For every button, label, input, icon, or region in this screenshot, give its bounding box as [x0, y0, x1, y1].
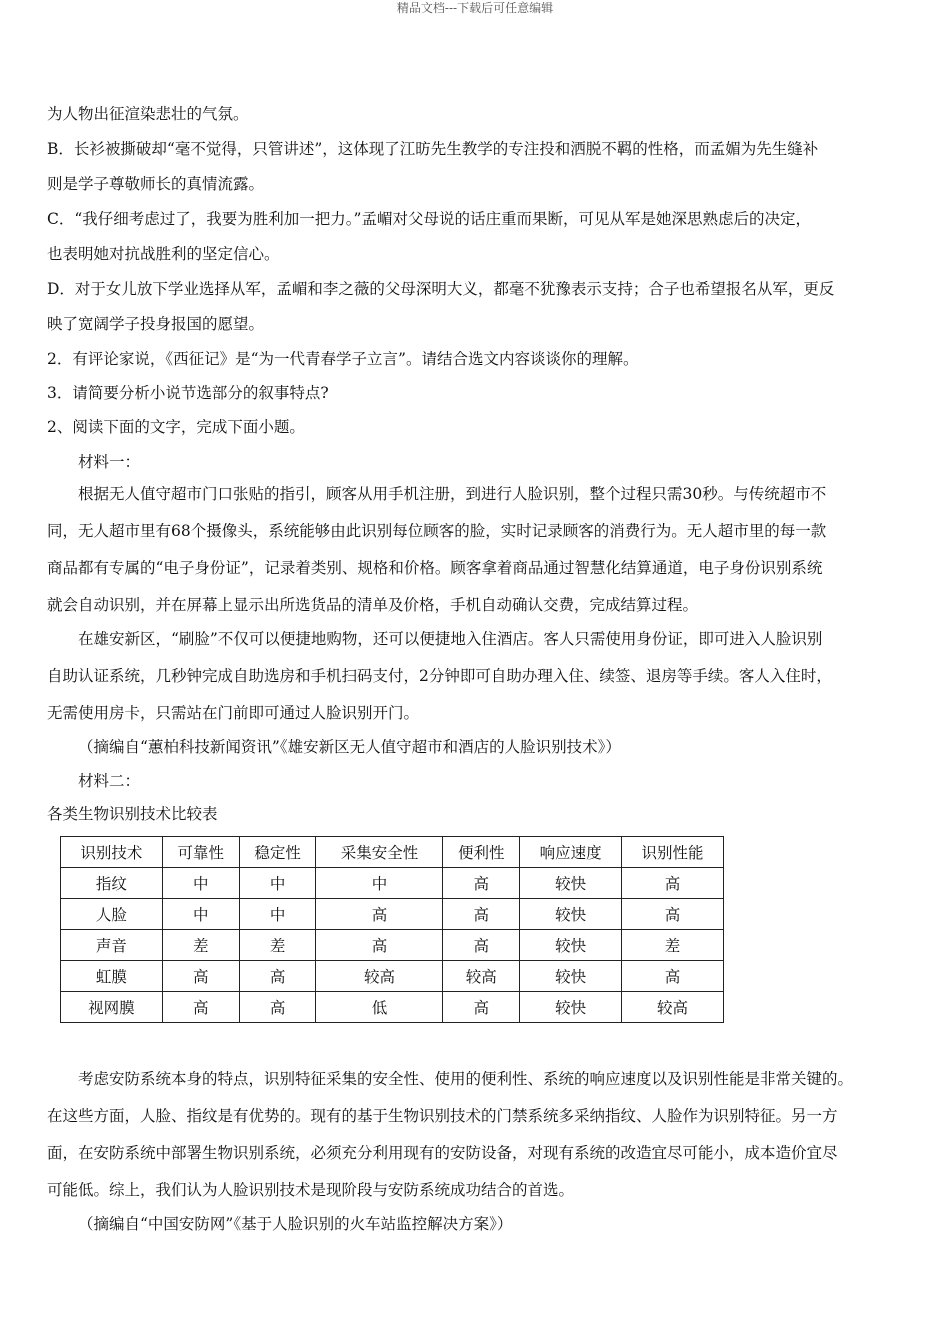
- table-cell: 较快: [520, 961, 622, 992]
- table-header-cell: 识别性能: [622, 837, 724, 868]
- text-line: D．对于女儿放下学业选择从军，孟嵋和李之薇的父母深明大义，都毫不犹豫表示支持；合子也希望报名从军，更反: [47, 280, 835, 298]
- text-line: 无需使用房卡，只需站在门前即可通过人脸识别开门。: [47, 704, 420, 722]
- text-line: 就会自动识别，并在屏幕上显示出所选货品的清单及价格，手机自动确认交费，完成结算过程。: [47, 596, 699, 614]
- table-header-cell: 稳定性: [239, 837, 316, 868]
- table-header-cell: 响应速度: [520, 837, 622, 868]
- table-cell: 中: [239, 899, 316, 930]
- table-cell: 中: [316, 868, 443, 899]
- table-header-cell: 识别技术: [61, 837, 163, 868]
- table-row: [61, 930, 724, 961]
- text-line: 2、阅读下面的文字，完成下面小题。: [47, 418, 305, 436]
- text-line: 面，在安防系统中部署生物识别系统，必须充分利用现有的安防设备，对现有系统的改造宜尽可能小，成本造价宜尽: [47, 1144, 838, 1162]
- table-cell: 高: [443, 930, 520, 961]
- table-cell: 高: [316, 899, 443, 930]
- text-line: 根据无人值守超市门口张贴的指引，顾客从用手机注册，到进行人脸识别，整个过程只需30秒。与传统超市不: [78, 485, 827, 503]
- text-line: C．“我仔细考虑过了，我要为胜利加一把力。”孟嵋对父母说的话庄重而果断，可见从军是她深思熟虑后的决定，: [47, 210, 811, 228]
- table-cell: 差: [622, 930, 724, 961]
- text-line: 各类生物识别技术比较表: [47, 805, 218, 823]
- biometric-comparison-table: [60, 836, 724, 1023]
- table-cell: 高: [162, 961, 239, 992]
- text-line: （摘编自“中国安防网”《基于人脸识别的火车站监控解决方案》）: [78, 1215, 513, 1233]
- text-line: 自助认证系统，几秒钟完成自助选房和手机扫码支付，2分钟即可自助办理入住、续签、退房等手续。客人入住时，: [47, 667, 832, 685]
- table-cell: 高: [622, 899, 724, 930]
- table-cell: 虹膜: [61, 961, 163, 992]
- table-cell: 高: [443, 899, 520, 930]
- table-cell: 较快: [520, 930, 622, 961]
- table-cell: 差: [239, 930, 316, 961]
- table-cell: 较高: [316, 961, 443, 992]
- table-cell: 指纹: [61, 868, 163, 899]
- table-cell: 中: [162, 868, 239, 899]
- table-cell: 较高: [622, 992, 724, 1023]
- table-cell: 差: [162, 930, 239, 961]
- text-line: 商品都有专属的“电子身份证”，记录着类别、规格和价格。顾客拿着商品通过智慧化结算通道，电子身份识别系统: [47, 559, 823, 577]
- table-row: [61, 899, 724, 930]
- table-cell: 中: [239, 868, 316, 899]
- table-header-cell: 便利性: [443, 837, 520, 868]
- table-row: [61, 992, 724, 1023]
- text-line: 材料一：: [78, 453, 141, 471]
- table-header-cell: 可靠性: [162, 837, 239, 868]
- text-line: 材料二：: [78, 772, 141, 790]
- text-line: 在这些方面，人脸、指纹是有优势的。现有的基于生物识别技术的门禁系统多采纳指纹、人脸作为识别特征。另一方: [47, 1107, 838, 1125]
- text-line: 也表明她对抗战胜利的坚定信心。: [47, 245, 280, 263]
- text-line: 3．请简要分析小说节选部分的叙事特点?: [47, 384, 329, 402]
- text-line: 在雄安新区，“刷脸”不仅可以便捷地购物，还可以便捷地入住酒店。客人只需使用身份证，即可进入人脸识别: [78, 630, 823, 648]
- text-line: 2．有评论家说，《西征记》是“为一代青春学子立言”。请结合选文内容谈谈你的理解。: [47, 350, 639, 368]
- table-cell: 高: [239, 992, 316, 1023]
- text-line: 考虑安防系统本身的特点，识别特征采集的安全性、使用的便利性、系统的响应速度以及识别性能是非常关键的。: [78, 1070, 854, 1088]
- text-line: 同，无人超市里有68个摄像头，系统能够由此识别每位顾客的脸，实时记录顾客的消费行为。无人超市里的每一款: [47, 522, 827, 540]
- page-header: 精品文档---下载后可任意编辑: [396, 1, 554, 15]
- text-line: 为人物出征渲染悲壮的气氛。: [47, 105, 249, 123]
- table-cell: 视网膜: [61, 992, 163, 1023]
- table-cell: 高: [622, 961, 724, 992]
- table-cell: 较快: [520, 868, 622, 899]
- table-cell: 高: [443, 992, 520, 1023]
- table-cell: 高: [239, 961, 316, 992]
- text-line: 则是学子尊敬师长的真情流露。: [47, 175, 265, 193]
- table-cell: 人脸: [61, 899, 163, 930]
- table-cell: 较高: [443, 961, 520, 992]
- text-line: （摘编自“蕙柏科技新闻资讯”《雄安新区无人值守超市和酒店的人脸识别技术》）: [78, 738, 621, 756]
- table-cell: 中: [162, 899, 239, 930]
- table-cell: 高: [316, 930, 443, 961]
- table-cell: 低: [316, 992, 443, 1023]
- table-cell: 高: [162, 992, 239, 1023]
- text-line: 可能低。综上，我们认为人脸识别技术是现阶段与安防系统成功结合的首选。: [47, 1181, 575, 1199]
- table-cell: 高: [622, 868, 724, 899]
- text-line: 映了宽阔学子投身报国的愿望。: [47, 315, 265, 333]
- table-row: [61, 868, 724, 899]
- table-cell: 高: [443, 868, 520, 899]
- text-line: B．长衫被撕破却“毫不觉得，只管讲述”，这体现了江昉先生教学的专注投和洒脱不羁的性格，而孟媚为先生缝补: [47, 140, 819, 158]
- table-cell: 较快: [520, 899, 622, 930]
- table-header-cell: 采集安全性: [316, 837, 443, 868]
- table-row: [61, 961, 724, 992]
- table-header-row: [61, 837, 724, 868]
- table-cell: 较快: [520, 992, 622, 1023]
- table-cell: 声音: [61, 930, 163, 961]
